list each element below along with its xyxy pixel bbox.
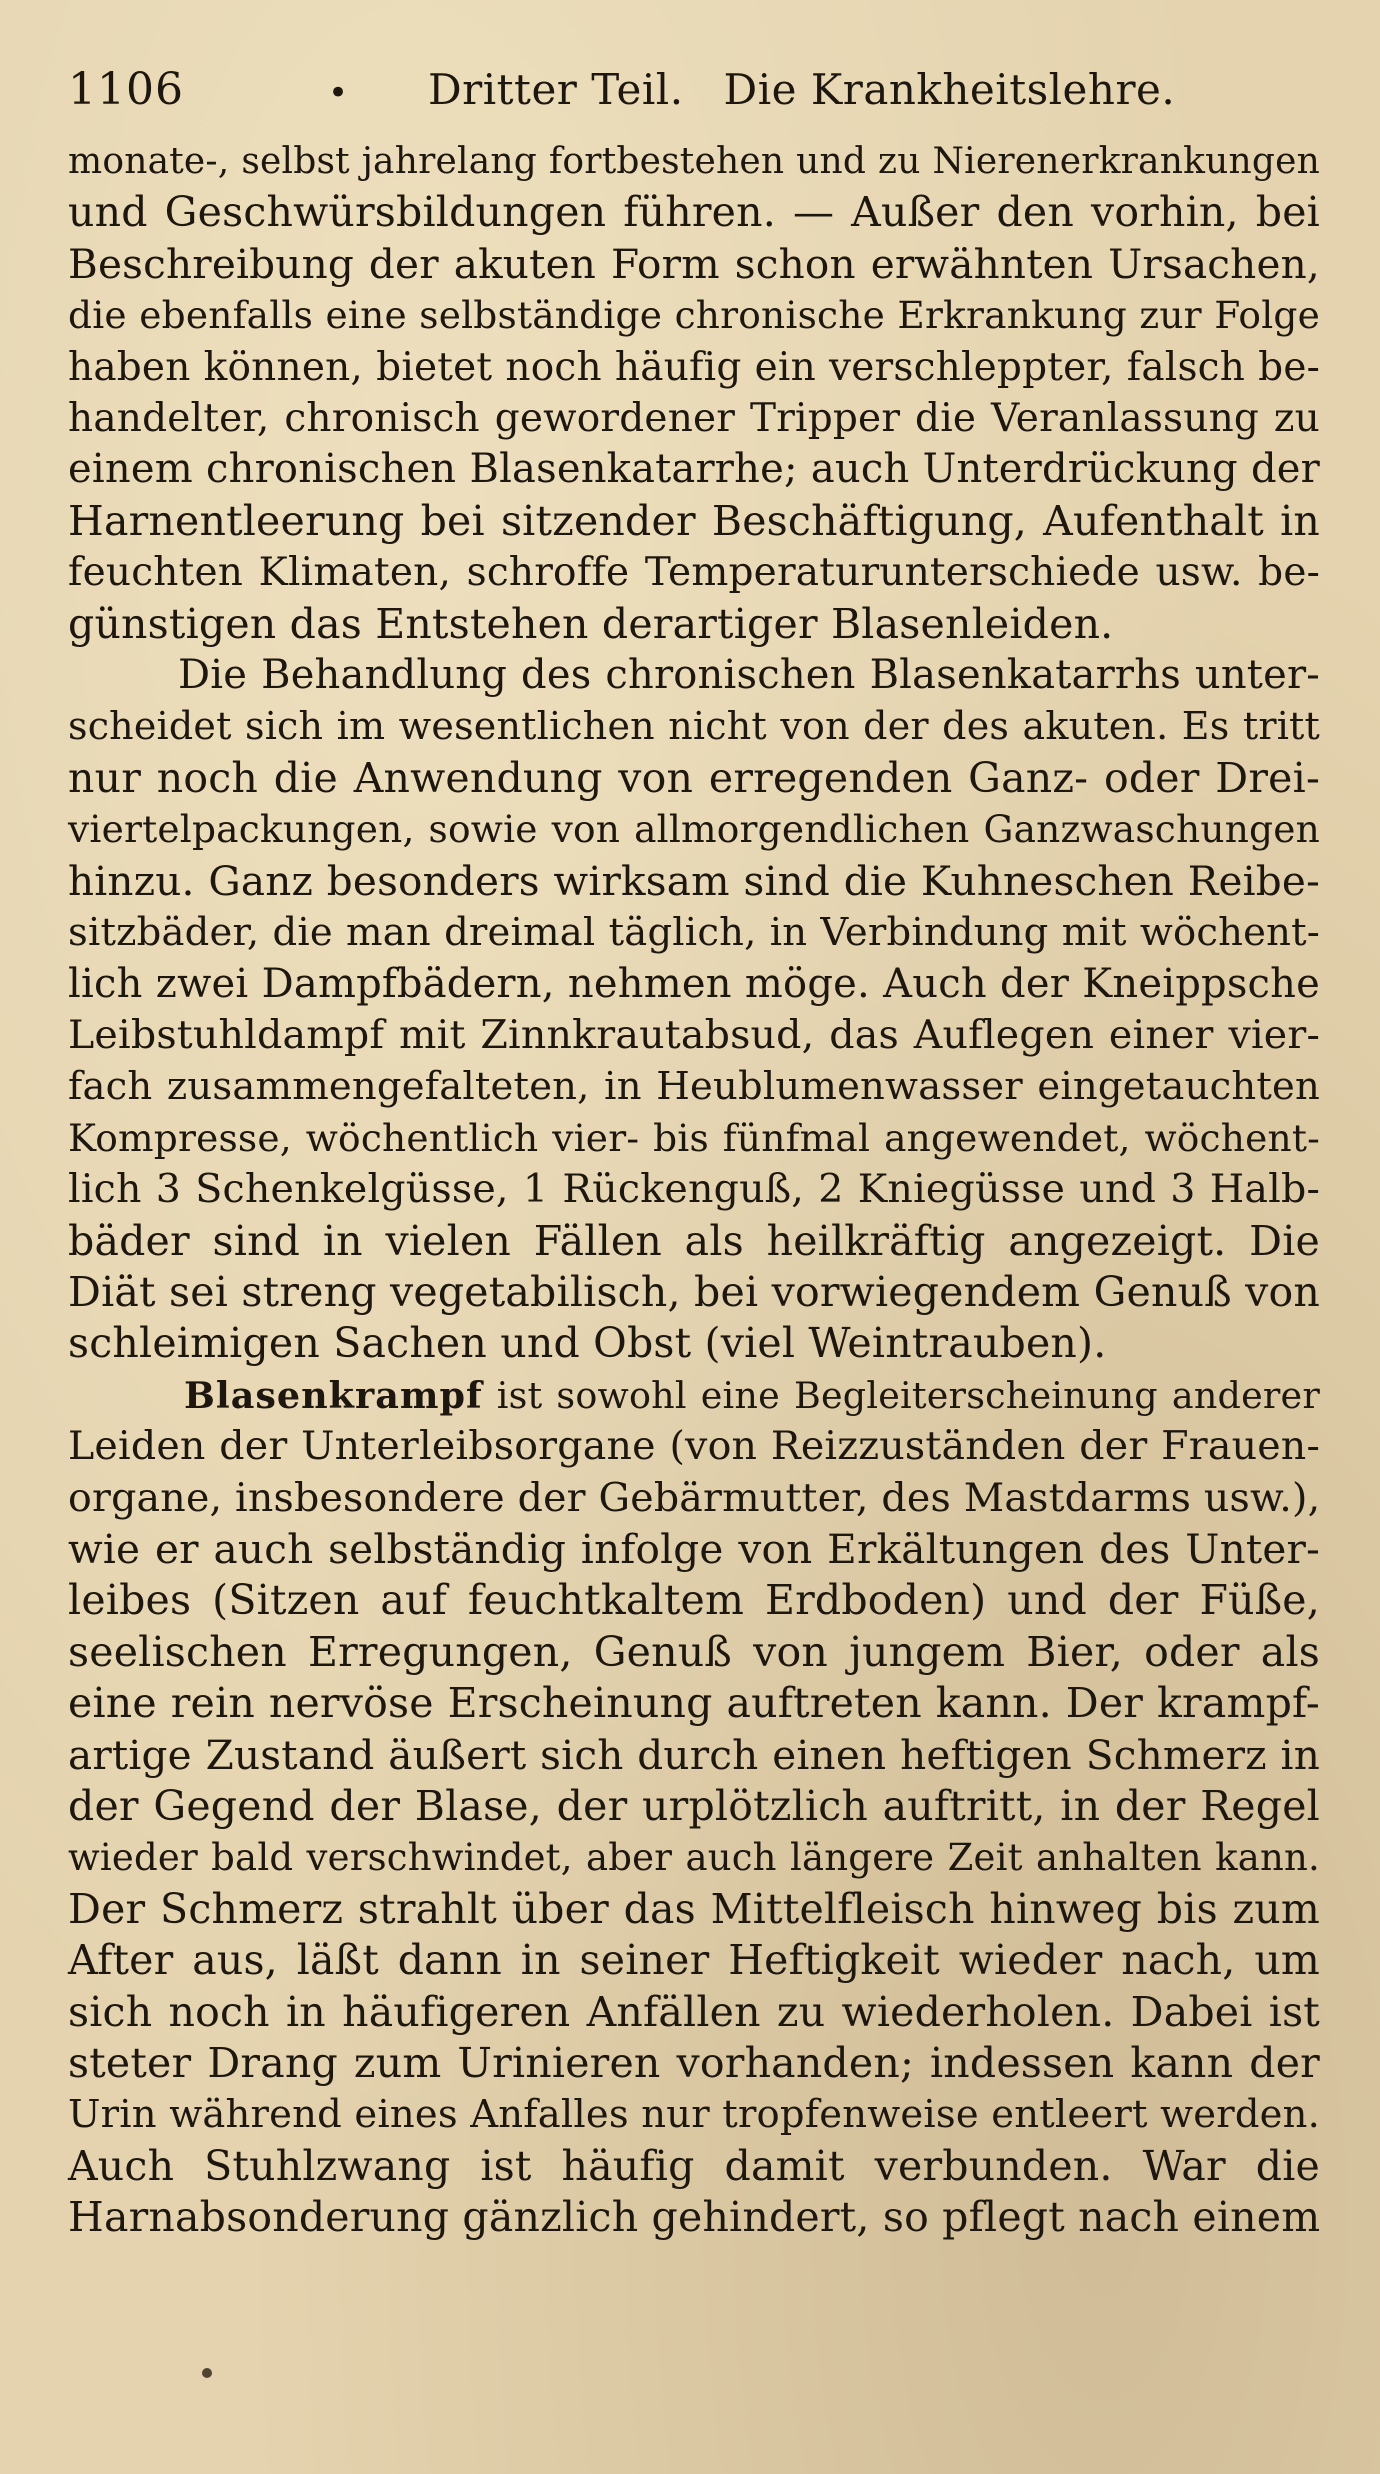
- text-line: Diät sei streng vegetabilisch, bei vorwiegendem Genuß von: [68, 1267, 1320, 1316]
- text-line: Leibstuhldampf mit Zinnkrautabsud, das Auflegen einer vier-: [68, 1011, 1320, 1058]
- text-line: Beschreibung der akuten Form schon erwähnten Ursachen,: [68, 239, 1320, 288]
- text-line: lich zwei Dampfbädern, nehmen möge. Auch der Kneippsche: [68, 960, 1320, 1007]
- text-line: seelischen Erregungen, Genuß von jungem Bier, oder als: [68, 1627, 1320, 1676]
- text-line: einem chronischen Blasenkatarrhe; auch Unterdrückung der: [68, 446, 1320, 493]
- text-line: Harnabsonderung gänzlich gehindert, so pflegt nach einem: [68, 2193, 1321, 2242]
- text-line: eine rein nervöse Erscheinung auftreten kann. Der krampf-: [68, 1679, 1320, 1728]
- text-line: organe, insbesondere der Gebärmutter, des Mastdarms usw.),: [68, 1474, 1321, 1521]
- paper-speck: [202, 2368, 212, 2378]
- text-line: wieder bald verschwindet, aber auch längere Zeit anhalten kann.: [68, 1836, 1320, 1880]
- text-line: hinzu. Ganz besonders wirksam sind die Kuhneschen Reibe-: [68, 856, 1320, 905]
- text-line: nur noch die Anwendung von erregenden Ganz- oder Drei-: [68, 753, 1320, 802]
- text-line: feuchten Klimaten, schroffe Temperaturunterschiede usw. be-: [68, 550, 1320, 596]
- text-line: [68, 1370, 1320, 1421]
- text-line: lich 3 Schenkelgüsse, 1 Rückenguß, 2 Kniegüsse und 3 Halb-: [68, 1166, 1320, 1213]
- text-line: Urin während eines Anfalles nur tropfenweise entleert werden.: [68, 2092, 1321, 2138]
- text-line: handelter, chronisch gewordener Tripper die Veranlassung zu: [68, 396, 1320, 442]
- paragraph-treatment: [68, 650, 1320, 1370]
- text-run: ist sowohl eine Begleiterscheinung anderer: [482, 1373, 1320, 1417]
- text-line: scheidet sich im wesentlichen nicht von der des akuten. Es tritt: [68, 704, 1320, 749]
- text-line: Harnentleerung bei sitzender Beschäftigung, Aufenthalt in: [68, 496, 1320, 545]
- text-line: Der Schmerz strahlt über das Mittelfleisch hinweg bis zum: [68, 1884, 1320, 1933]
- text-line: Auch Stuhlzwang ist häufig damit verbunden. War die: [68, 2141, 1320, 2190]
- header-bullet: •: [328, 73, 349, 113]
- page-number: 1106: [68, 64, 184, 115]
- text-line: Die Behandlung des chronischen Blasenkatarrhs unter-: [178, 652, 1320, 699]
- part-title: Dritter Teil.: [428, 65, 684, 114]
- text-line: die ebenfalls eine selbständige chronische Erkrankung zur Folge: [68, 293, 1320, 338]
- body-text: [68, 136, 1320, 2244]
- text-line: wie er auch selbständig infolge von Erkältungen des Unter-: [68, 1524, 1320, 1573]
- text-line: monate-, selbst jahrelang fortbestehen und zu Nierenerkrankungen: [68, 141, 1320, 182]
- text-line: artige Zustand äußert sich durch einen heftigen Schmerz in: [68, 1730, 1320, 1779]
- paragraph-blasenkrampf: [68, 1370, 1320, 2244]
- text-line: günstigen das Entstehen derartiger Blasenleiden.: [68, 599, 1114, 648]
- text-line: der Gegend der Blase, der urplötzlich auftritt, in der Regel: [68, 1782, 1320, 1830]
- text-line: sich noch in häufigeren Anfällen zu wiederholen. Dabei ist: [68, 1987, 1320, 2036]
- text-line: Kompresse, wöchentlich vier- bis fünfmal angewendet, wöchent-: [68, 1115, 1320, 1160]
- text-line: fach zusammengefalteten, in Heublumenwasser eingetauchten: [68, 1064, 1320, 1110]
- chapter-title: Die Krankheitslehre.: [723, 65, 1176, 114]
- section-keyword: Blasenkrampf: [184, 1373, 483, 1417]
- text-line: haben können, bietet noch häufig ein verschleppter, falsch be-: [68, 344, 1320, 390]
- book-page: [68, 60, 1320, 2244]
- text-line: leibes (Sitzen auf feuchtkaltem Erdboden) und der Füße,: [68, 1576, 1320, 1625]
- text-line: und Geschwürsbildungen führen. — Außer den vorhin, bei: [68, 188, 1320, 237]
- running-head: [68, 60, 1320, 120]
- text-line: sitzbäder, die man dreimal täglich, in Verbindung mit wöchent-: [68, 910, 1320, 956]
- text-line: bäder sind in vielen Fällen als heilkräftig angezeigt. Die: [68, 1216, 1320, 1265]
- text-line: steter Drang zum Urinieren vorhanden; indessen kann der: [68, 2039, 1320, 2088]
- text-line: Leiden der Unterleibsorgane (von Reizzuständen der Frauen-: [68, 1423, 1320, 1470]
- text-line: After aus, läßt dann in seiner Heftigkeit wieder nach, um: [68, 1936, 1320, 1985]
- paragraph-continuation: [68, 136, 1320, 650]
- text-line: schleimigen Sachen und Obst (viel Weintrauben).: [68, 1319, 1107, 1368]
- text-line: viertelpackungen, sowie von allmorgendlichen Ganzwaschungen: [68, 807, 1320, 852]
